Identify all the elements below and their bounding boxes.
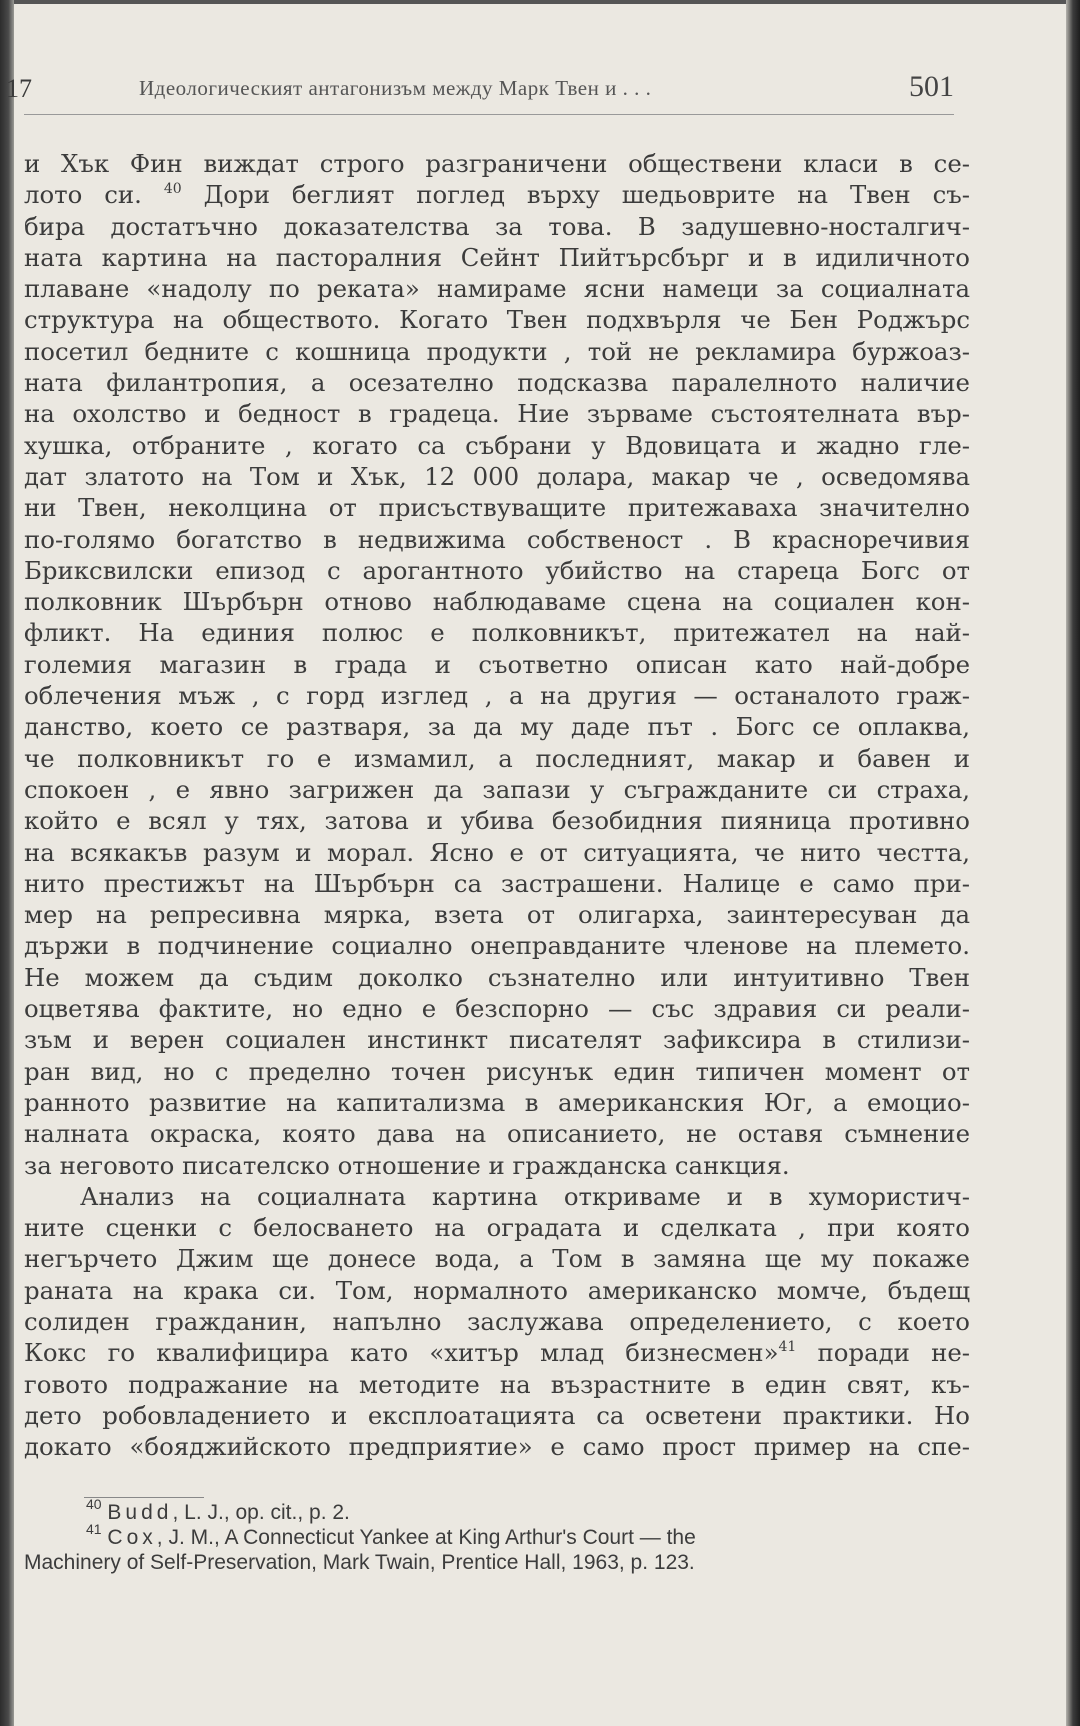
footnote-40: $^{40}$ Budd, L. J., op. cit., p. 2. <box>86 1496 350 1524</box>
text-line: фликт. На единия полюс е полковникът, притежател на най- <box>24 618 970 648</box>
text-line: ните сценки с белосването на оградата и сделката , при която <box>24 1213 970 1243</box>
text-line: и Хък Фин виждат строго разграничени обществени класи в се- <box>24 149 970 178</box>
text-line: че полковникът го е измамил, а последният, макар и бавен и <box>24 743 970 773</box>
text-line: докато «бояджийското предприятие» е само прост пример на спе- <box>24 1432 970 1462</box>
text-line: лото си. $^{40}$ Дори беглият поглед върху шедьоврите на Твен съ- <box>24 180 970 210</box>
text-line: оцветява фактите, но едно е безспорно — със здравия си реали- <box>24 994 970 1024</box>
text-line: налната окраска, която дава на описанието, не оставя съмнение <box>24 1119 970 1149</box>
footnote-ref[interactable]: 41 <box>778 1339 797 1356</box>
text-line: посетил бедните с кошница продукти , той не рекламира буржоаз- <box>24 336 970 366</box>
text-line: на охолство и бедност в градеца. Ние зърваме състоятелната вър- <box>24 399 970 429</box>
footnote-41-cont: Machinery of Self-Preservation, Mark Twain, Prentice Hall, 1963, p. 123. <box>24 1551 695 1574</box>
text-line: зъм и верен социален инстинкт писателят зафиксира в стилизи- <box>24 1025 970 1055</box>
text-line: хушка, отбраните , когато са събрани у Вдовицата и жадно гле- <box>24 430 970 460</box>
right-binding-edge <box>1066 0 1080 1726</box>
left-binding-edge <box>0 0 14 1726</box>
text-line: големия магазин в града и съответно описан като най-добре <box>24 649 970 679</box>
running-header <box>6 70 954 110</box>
text-line: на всякакъв разум и морал. Ясно е от ситуацията, че нито честта, <box>24 837 970 867</box>
text-line: полковник Шърбърн отново наблюдаваме сцена на социален кон- <box>24 587 970 617</box>
text-line: данство, което се разтваря, за да му даде път . Богс се оплаква, <box>24 712 970 742</box>
text-line: по-голямо богатство в недвижима собственост . В красноречивия <box>24 524 970 554</box>
text-line: облечения мъж , с горд изглед , а на другия — останалото граж- <box>24 681 970 711</box>
text-line: солиден гражданин, напълно заслужава определението, с което <box>24 1306 970 1336</box>
text-line: нито престижът на Шърбърн са застрашени. Налице е само при- <box>24 868 970 898</box>
text-line: ната картина на пасторалния Сейнт Пийтърсбърг и в идиличното <box>24 242 970 272</box>
text-line: който е всял у тях, затова и убива безобидния пияница противно <box>24 806 970 836</box>
text-line: Бриксвилски епизод с арогантното убийство на стареца Богс от <box>24 555 970 585</box>
text-line: дето робовладението и експлоатацията са осветени практики. Но <box>24 1400 970 1430</box>
footnotes <box>24 1496 970 1575</box>
text-line: Кокс го квалифицира като «хитър млад бизнесмен»$^{41}$ поради не- <box>24 1338 970 1368</box>
top-edge <box>0 0 1080 4</box>
header-rule <box>24 114 954 115</box>
text-line: държи в подчинение социално онеправданите членове на племето. <box>24 931 970 961</box>
text-line: ран вид, но с пределно точен рисунък един типичен момент от <box>24 1056 970 1086</box>
text-line: за неговото писателско отношение и гражданска санкция. <box>24 1150 790 1180</box>
text-line: спокоен , е явно загрижен да запази у съгражданите си страха, <box>24 774 970 804</box>
footnote-rule <box>84 1497 204 1498</box>
header-left-number: 17 <box>6 74 32 103</box>
page-number: 501 <box>909 70 954 103</box>
text-line: бира достатъчно доказателства за това. В задушевно-носталгич- <box>24 211 970 241</box>
footnote-ref[interactable]: 40 <box>163 181 182 198</box>
text-line: мер на репресивна мярка, взета от олигарха, заинтересуван да <box>24 900 970 930</box>
text-line: говото подражание на методите на възрастните в един свят, къ- <box>24 1369 970 1399</box>
body-text <box>24 148 970 1462</box>
header-title: Идеологическият антагонизъм между Марк Твен и . . . <box>139 76 652 100</box>
text-line: ната филантропия, а осезателно подсказва паралелното наличие <box>24 368 970 398</box>
footnote-41: $^{41}$ Cox, J. M., A Connecticut Yankee at King Arthur's Court — the <box>86 1521 696 1549</box>
text-line: Не можем да съдим доколко съзнателно или интуитивно Твен <box>24 962 970 992</box>
text-line: Анализ на социалната картина откриваме и в хумористич- <box>80 1181 970 1211</box>
text-line: структура на обществото. Когато Твен подхвърля че Бен Роджърс <box>24 305 970 335</box>
text-line: ни Твен, неколцина от присъствуващите притежаваха значително <box>24 493 970 523</box>
text-line: плаване «надолу по реката» намираме ясни намеци за социалната <box>24 274 970 304</box>
text-line: дат златото на Том и Хък, 12 000 долара, макар че , осведомява <box>24 461 970 491</box>
text-line: раната на крака си. Том, нормалното американско момче, бъдещ <box>24 1275 970 1305</box>
text-line: негърчето Джим ще донесе вода, а Том в замяна ще му покаже <box>24 1244 970 1274</box>
text-line: ранното развитие на капитализма в американския Юг, а емоцио- <box>24 1087 970 1117</box>
